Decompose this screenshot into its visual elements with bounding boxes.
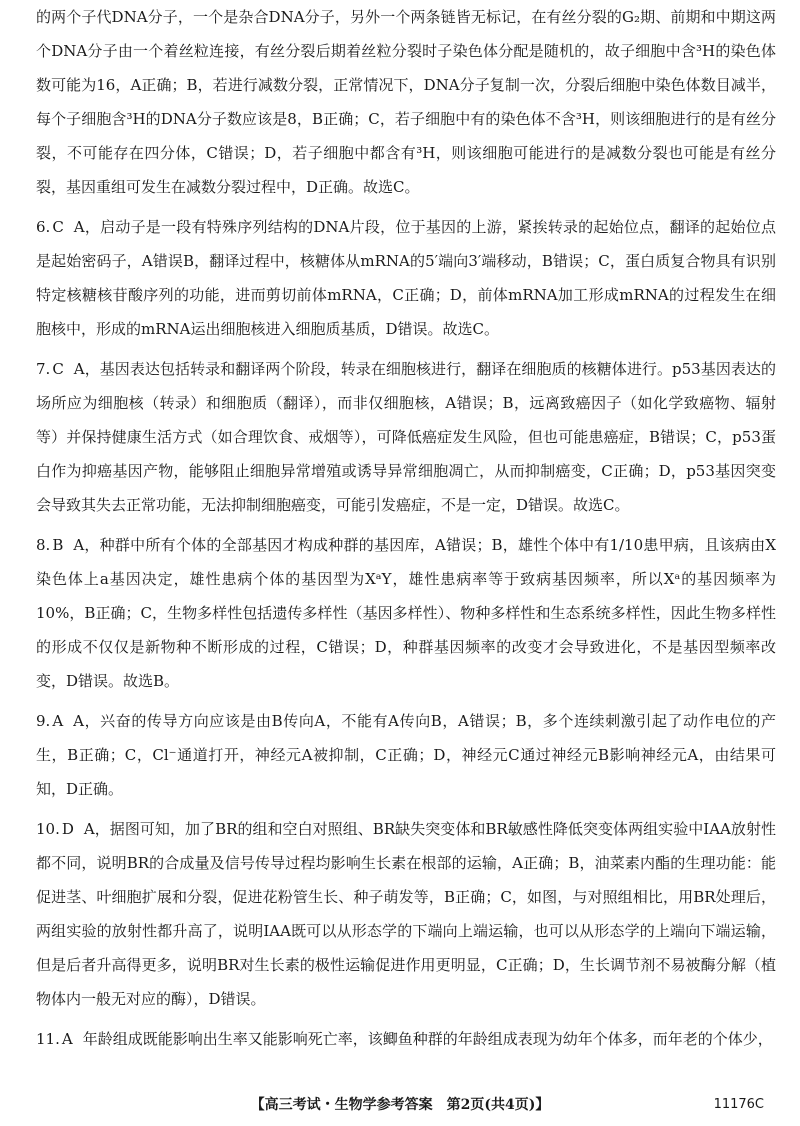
answer-choice: A xyxy=(52,712,64,730)
footer-title: 【高三考试・生物学参考答案 第2页(共4页)】 xyxy=(250,1097,550,1113)
document-code: 11176C xyxy=(713,1097,764,1112)
answer-item-10 xyxy=(36,812,776,1016)
question-number: 10. xyxy=(36,820,60,838)
answer-item-6 xyxy=(36,210,776,346)
answer-choice: A xyxy=(61,1030,73,1048)
answer-text: A，基因表达包括转录和翻译两个阶段，转录在细胞核进行，翻译在细胞质的核糖体进行。p53基因表达的场所应为细胞核（转录）和细胞质（翻译），而非仅细胞核，A错误；B，远离致癌因子（如化学致癌物、辐射等）并保持健康生活方式（如合理饮食、戒烟等），可降低癌症发生风险，但也可能患癌症，B错误；C，p53蛋白作为抑癌基因产物，能够阻止细胞异常增殖或诱导异常细胞凋亡，从而抑制癌变，C正确；D，p53基因突变会导致其失去正常功能，无法抑制细胞癌变，可能引发癌症，不是一定，D错误。故选C。 xyxy=(36,360,776,514)
answer-item-11 xyxy=(36,1022,776,1056)
answer-body xyxy=(36,0,776,1056)
question-number: 11. xyxy=(36,1030,60,1048)
answer-item-9 xyxy=(36,704,776,806)
answer-choice: C xyxy=(52,360,64,378)
question-number: 8. xyxy=(36,536,51,554)
answer-text: A，种群中所有个体的全部基因才构成种群的基因库，A错误；B，雄性个体中有1/10患甲病，且该病由X染色体上a基因决定，雄性患病个体的基因型为XᵃY，雄性患病率等于致病基因频率，所以Xᵃ的基因频率为10%，B正确；C，生物多样性包括遗传多样性（基因多样性）、物种多样性和生态系统多样性，因此生物多样性的形成不仅仅是新物种不断形成的过程，C错误；D，种群基因频率的改变才会导致进化，不是基因型频率改变，D错误。故选B。 xyxy=(36,536,776,690)
question-number: 7. xyxy=(36,360,51,378)
answer-item-8 xyxy=(36,528,776,698)
question-number: 9. xyxy=(36,712,51,730)
answer-text: 的两个子代DNA分子，一个是杂合DNA分子，另外一个两条链皆无标记，在有丝分裂的G₂期、前期和中期这两个DNA分子由一个着丝粒连接，有丝分裂后期着丝粒分裂时子染色体分配是随机的，故子细胞中含³H的染色体数可能为16，A正确；B，若进行减数分裂，正常情况下，DNA分子复制一次，分裂后细胞中染色体数目减半，每个子细胞含³H的DNA分子数应该是8，B正确；C，若子细胞中有的染色体不含³H，则该细胞进行的是有丝分裂，不可能存在四分体，C错误；D，若子细胞中都含有³H，则该细胞可能进行的是减数分裂也可能是有丝分裂，基因重组可发生在减数分裂过程中，D正确。故选C。 xyxy=(36,8,776,196)
answer-choice: B xyxy=(52,536,64,554)
question-number: 6. xyxy=(36,218,51,236)
page-footer xyxy=(0,1092,800,1118)
answer-item-7 xyxy=(36,352,776,522)
continued-explanation xyxy=(36,0,776,204)
answer-text: A，兴奋的传导方向应该是由B传向A，不能有A传向B，A错误；B，多个连续刺激引起了动作电位的产生，B正确；C，Cl⁻通道打开，神经元A被抑制，C正确；D，神经元C通过神经元B影响神经元A，由结果可知，D正确。 xyxy=(36,712,776,798)
answer-text: A，据图可知，加了BR的组和空白对照组、BR缺失突变体和BR敏感性降低突变体两组实验中IAA放射性都不同，说明BR的合成量及信号传导过程均影响生长素在根部的运输，A正确；B，油菜素内酯的生理功能：能促进茎、叶细胞扩展和分裂，促进花粉管生长、种子萌发等，B正确；C，如图，与对照组相比，用BR处理后，两组实验的放射性都升高了，说明IAA既可以从形态学的下端向上端运输，也可以从形态学的上端向下端运输，但是后者升高得更多，说明BR对生长素的极性运输促进作用更明显，C正确；D，生长调节剂不易被酶分解（植物体内一般无对应的酶），D错误。 xyxy=(36,820,776,1008)
answer-text: 年龄组成既能影响出生率又能影响死亡率，该鲫鱼种群的年龄组成表现为幼年个体多，而年老的个体少， xyxy=(82,1030,773,1048)
answer-choice: C xyxy=(52,218,64,236)
answer-text: A，启动子是一段有特殊序列结构的DNA片段，位于基因的上游，紧挨转录的起始位点，翻译的起始位点是起始密码子，A错误B，翻译过程中，核糖体从mRNA的5′端向3′端移动，B错误；C，蛋白质复合物具有识别特定核糖核苷酸序列的功能，进而剪切前体mRNA，C正确；D，前体mRNA加工形成mRNA的过程发生在细胞核中，形成的mRNA运出细胞核进入细胞质基质，D错误。故选C。 xyxy=(36,218,776,338)
answer-choice: D xyxy=(61,820,74,838)
